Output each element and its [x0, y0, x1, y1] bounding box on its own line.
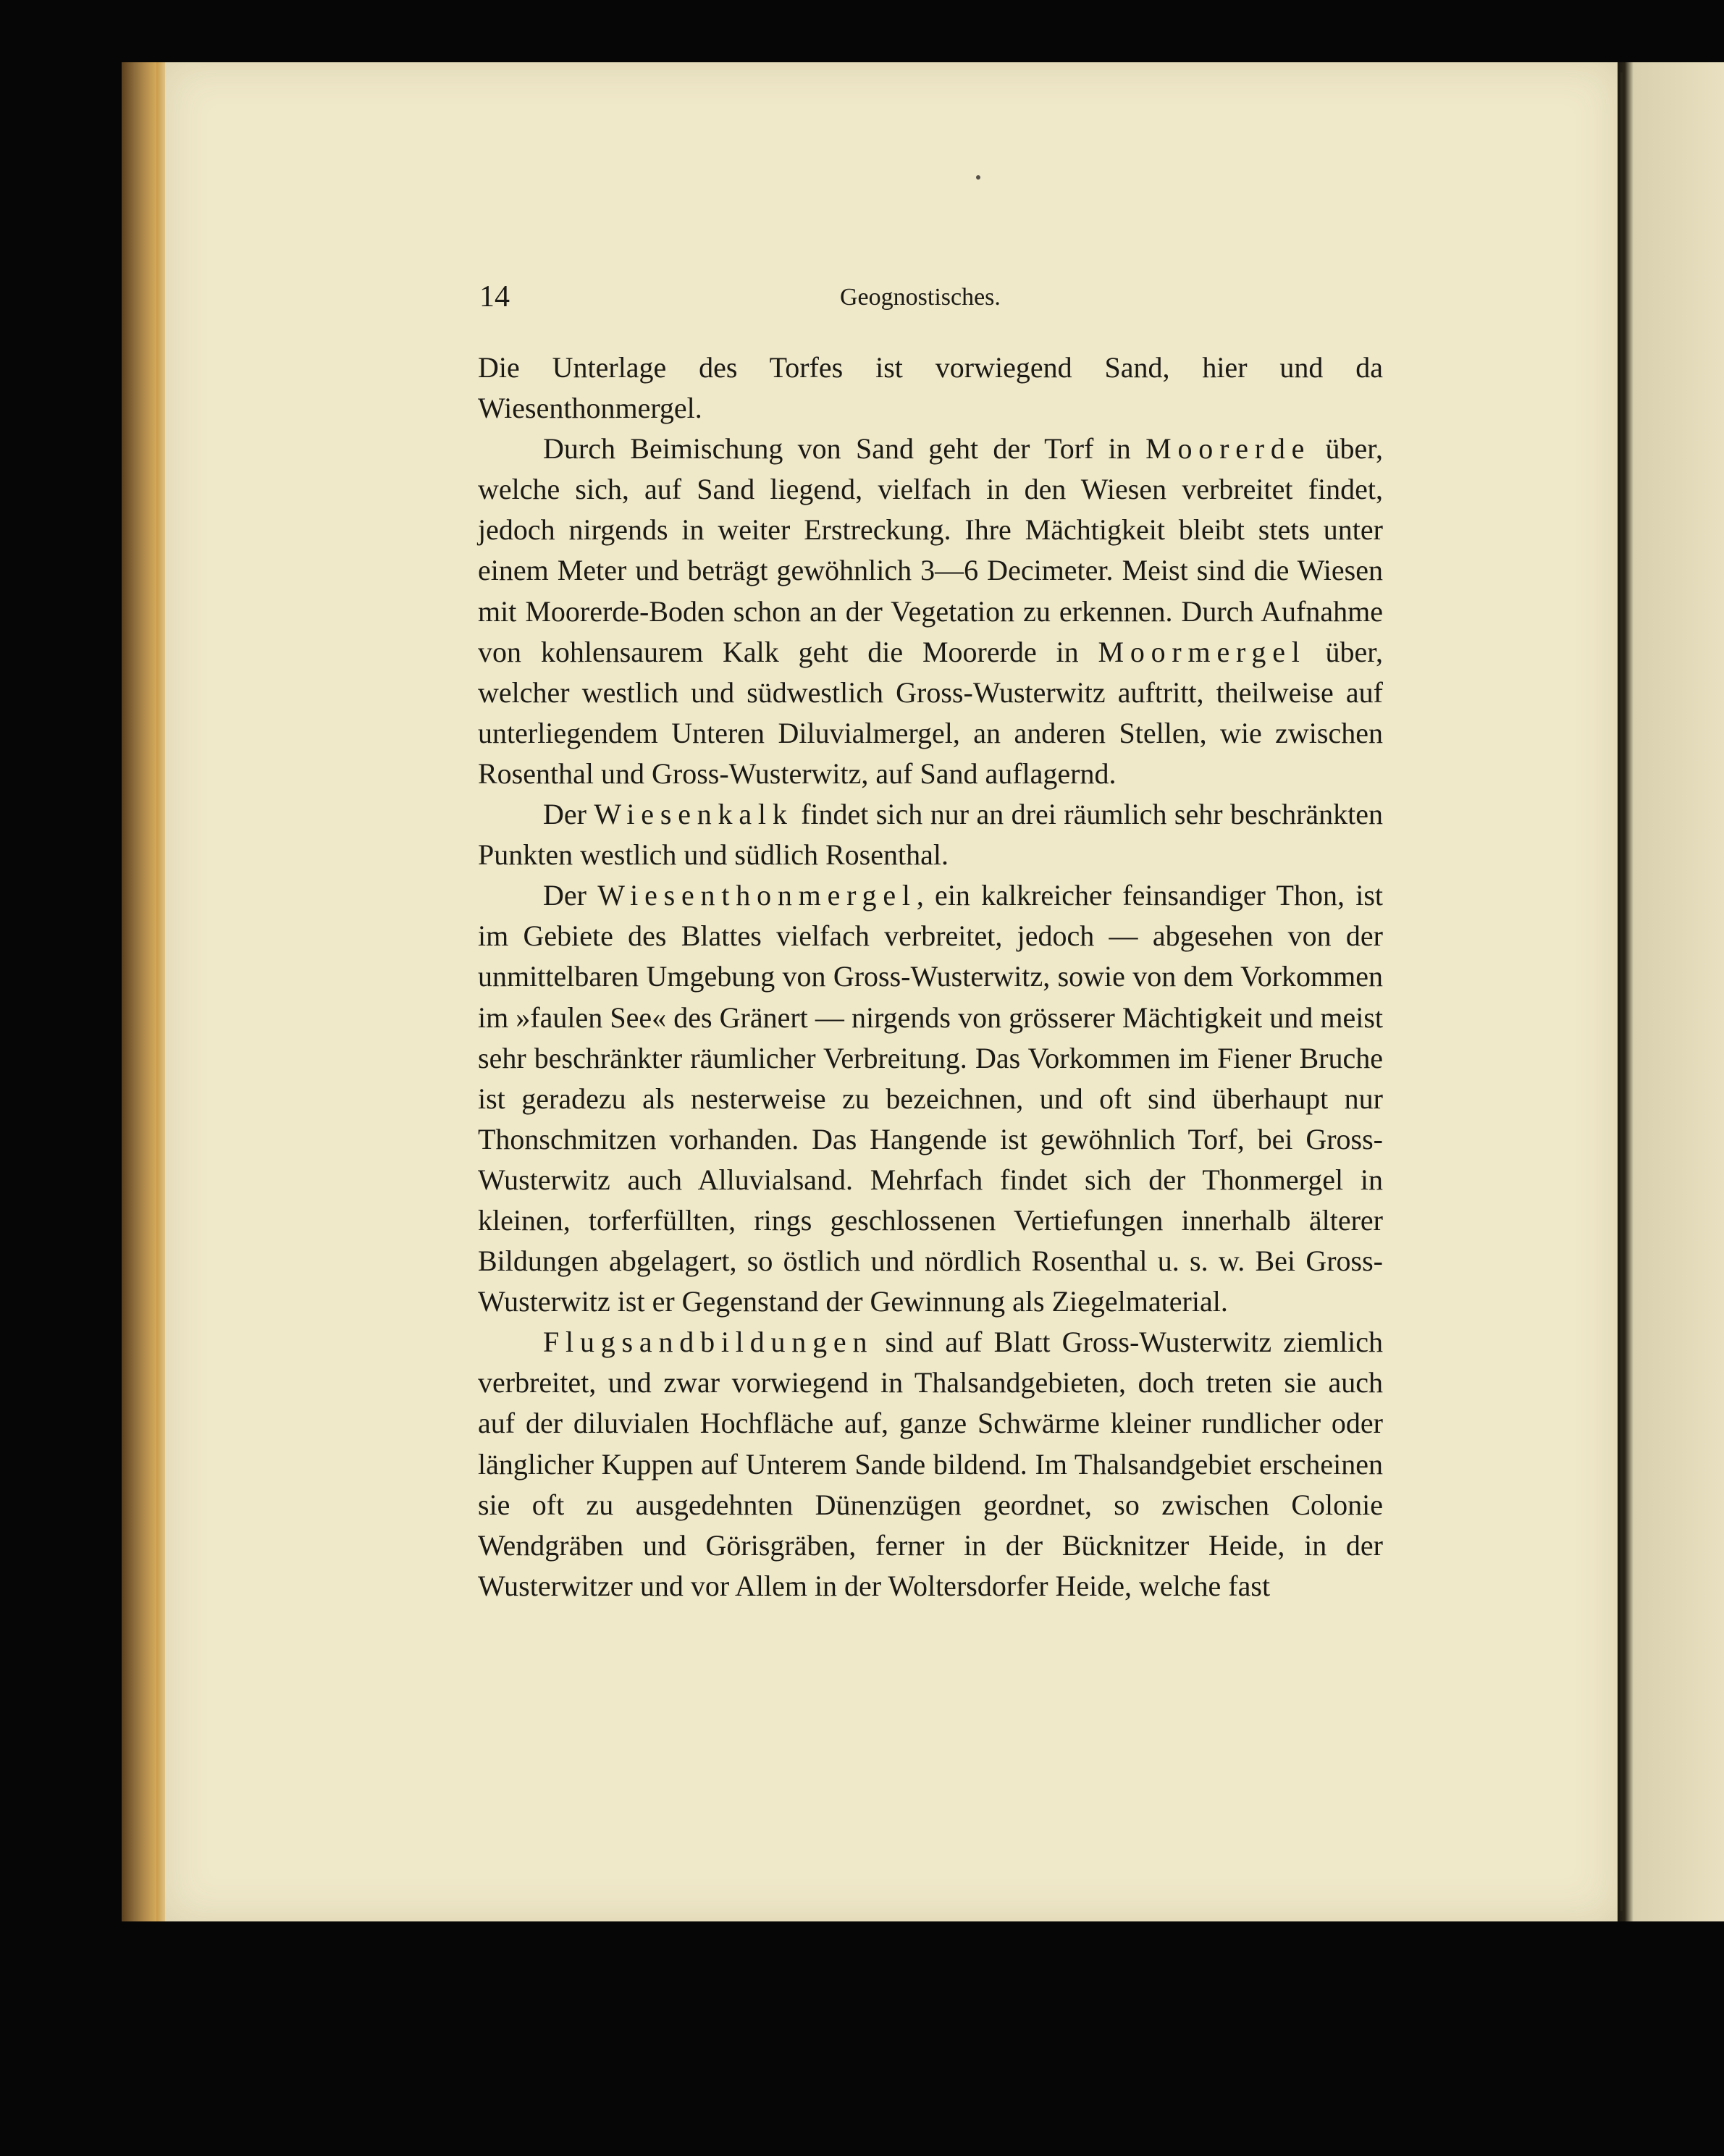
paragraph-text: sind auf Blatt Gross-Wusterwitz ziemlich verbreitet, und zwar vorwiegend in Thalsandgebieten, doch treten sie auch auf der diluvialen Hochfläche auf, ganze Schwärme kleiner rundlicher oder länglicher Kuppen auf Unterem Sande bildend. Im Thalsandgebiet erscheinen sie oft zu ausgedehnten Dünenzügen geordnet, so zwischen Colonie Wendgräben und Görisgräben, ferner in der Bücknitzer Heide, in der Wusterwitzer und vor Allem in der Woltersdorfer Heide, welche fast: [478, 1326, 1383, 1602]
paragraph-text: findet sich nur an drei räumlich sehr beschränkten Punkten westlich und südlich Rosenthal.: [478, 798, 1384, 872]
paragraph-wiesenkalk: [478, 794, 1383, 875]
paragraph-text: Die Unterlage des Torfes ist vorwiegend Sand, hier und da Wiesenthonmergel.: [478, 351, 1383, 425]
paragraph-text: über, welche sich, auf Sand liegend, vielfach in den Wiesen verbreitet findet, jedoch nirgends in weiter Erstreckung. Ihre Mächtigkeit bleibt stets unter einem Meter und beträgt gewöhnlich 3—6 Decimeter. Meist sind die Wiesen mit Moorerde-Boden schon an der Vegetation zu erkennen. Durch Aufnahme von kohlensaurem Kalk geht die Moorerde in: [478, 432, 1384, 668]
paragraph-moorerde: [478, 429, 1383, 794]
gutter-line: [1620, 72, 1623, 1911]
paragraph-text: , ein kalkreicher feinsandiger Thon, ist im Gebiete des Blattes vielfach verbreitet, jedoch — abgesehen von der unmittelbaren Umgebung von Gross-Wusterwitz, sowie von dem Vorkommen im »faulen See« des Gränert — nirgends von grösserer Mächtigkeit und meist sehr beschränkter räumlicher Verbreitung. Das Vorkommen im Fiener Bruche ist geradezu als nesterweise zu bezeichnen, und oft sind überhaupt nur Thonschmitzen vorhanden. Das Hangende ist gewöhnlich Torf, bei Gross-Wusterwitz auch Alluvialsand. Mehrfach findet sich der Thonmergel in kleinen, torferfüllten, rings geschlossenen Vertiefungen innerhalb älterer Bildungen abgelagert, so östlich und nördlich Rosenthal u. s. w. Bei Gross-Wusterwitz ist er Gegenstand der Gewinnung als Ziegelmaterial.: [478, 879, 1383, 1318]
book-spine: [122, 62, 156, 1921]
spaced-term-flugsandbildungen: Flugsandbildungen: [543, 1326, 874, 1359]
paragraph-text: Der: [543, 879, 586, 912]
paragraph-flugsand: [478, 1322, 1383, 1607]
print-speck: [976, 175, 980, 180]
spaced-term-moormergel: Moormergel: [1098, 635, 1306, 668]
paragraph-text: über, welcher westlich und südwestlich Gross-Wusterwitz auftritt, theilweise auf unterliegendem Unteren Diluvialmergel, an anderen Stellen, wie zwischen Rosenthal und Gross-Wusterwitz, auf Sand auflagernd.: [478, 635, 1383, 790]
spaced-term-wiesenthonmergel: Wiesenthonmergel: [597, 879, 917, 912]
spaced-term-moorerde: Moorerde: [1145, 432, 1311, 466]
spaced-term-wiesenkalk: Wiesenkalk: [594, 798, 794, 831]
page-header: [479, 279, 1384, 323]
paragraph-wiesenthonmergel: [478, 875, 1383, 1322]
next-page-edge: [1618, 62, 1724, 1921]
page-number: 14: [479, 280, 510, 313]
running-head: Geognostisches.: [840, 284, 1001, 311]
paragraph-torf-unterlage: [478, 348, 1383, 429]
body-text: [478, 348, 1383, 1607]
paragraph-text: Durch Beimischung von Sand geht der Torf in: [543, 432, 1131, 466]
paragraph-text: Der: [543, 798, 586, 831]
